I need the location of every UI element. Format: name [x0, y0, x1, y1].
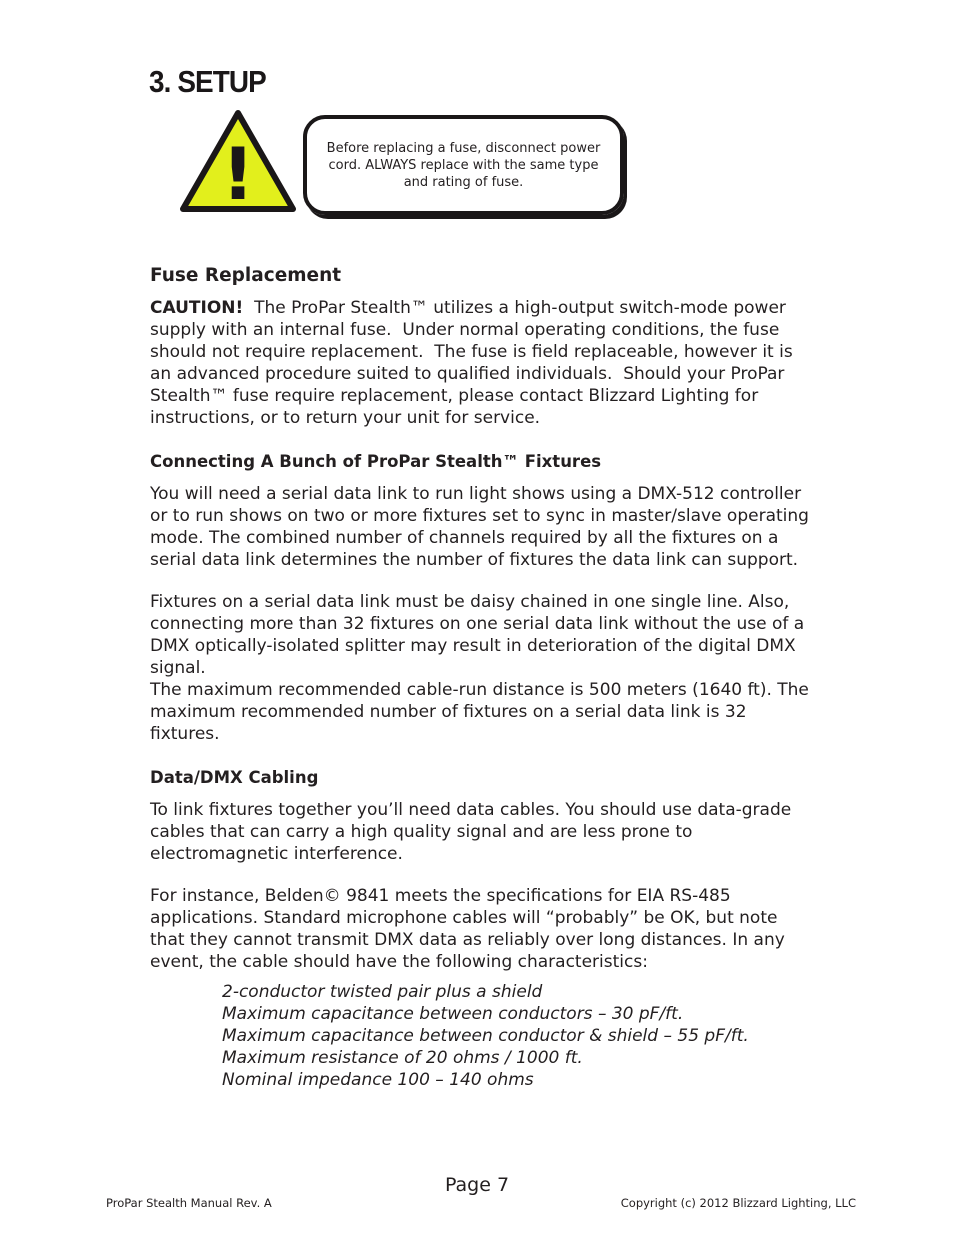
dmx-cabling-heading: Data/DMX Cabling	[150, 768, 319, 787]
caution-paragraph	[150, 297, 810, 429]
cabling-paragraph-2: For instance, Belden© 9841 meets the specifications for EIA RS-485 applications. Standard microphone cables will “probably” be OK, but note that they cannot transmit DMX data as reliably over long distances. In any event, the cable should have the following characteristics:	[150, 886, 785, 972]
page-title: 3. SETUP	[149, 64, 266, 99]
exclamation-mark: !	[221, 132, 255, 215]
caution-label: CAUTION!	[150, 298, 244, 318]
spec-item: 2-conductor twisted pair plus a shield	[222, 982, 543, 1002]
connecting-paragraph-3: The maximum recommended cable-run distance is 500 meters (1640 ft). The maximum recommended number of fixtures on a serial data link is 32 fixtures.	[150, 680, 809, 744]
connecting-paragraph-1: You will need a serial data link to run light shows using a DMX-512 controller or to run shows on two or more fixtures set to sync in master/slave operating mode. The combined number of channels required by all the fixtures on a serial data link determines the number of fixtures the data link can support.	[150, 484, 809, 570]
warning-triangle-icon	[179, 109, 297, 215]
main-content	[150, 264, 810, 1091]
spec-item: Maximum resistance of 20 ohms / 1000 ft.	[222, 1048, 583, 1068]
footer-copyright: Copyright (c) 2012 Blizzard Lighting, LLC	[620, 1196, 856, 1210]
page-number: Page 7	[444, 1174, 510, 1196]
spec-item: Maximum capacitance between conductor & shield – 55 pF/ft.	[222, 1026, 749, 1046]
fuse-warning-text: Before replacing a fuse, disconnect power cord. ALWAYS replace with the same type and rating of fuse.	[326, 140, 601, 190]
cabling-paragraph-1: To link fixtures together you’ll need data cables. You should use data-grade cables that can carry a high quality signal and are less prone to electromagnetic interference.	[150, 800, 792, 864]
connecting-paragraph-2: Fixtures on a serial data link must be daisy chained in one single line. Also, connecting more than 32 fixtures on one serial data link without the use of a DMX optically-isolated splitter may result in deterioration of the digital DMX signal.	[150, 592, 805, 678]
footer-manual-title: ProPar Stealth Manual Rev. A	[106, 1196, 272, 1210]
fuse-warning-box	[303, 115, 624, 215]
cable-spec-list	[222, 981, 810, 1091]
spec-item: Nominal impedance 100 – 140 ohms	[222, 1070, 534, 1090]
spec-item: Maximum capacitance between conductors – 30 pF/ft.	[222, 1004, 684, 1024]
connecting-fixtures-heading: Connecting A Bunch of ProPar Stealth™ Fixtures	[150, 452, 602, 471]
caution-text: The ProPar Stealth™ utilizes a high-output switch-mode power supply with an internal fuse. Under normal operating conditions, the fuse should not require replacement. The fuse is field replaceable, however it is an advanced procedure suited to qualified individuals. Should your ProPar Stealth™ fuse require replacement, please contact Blizzard Lighting for instructions, or to return your unit for service.	[150, 298, 799, 428]
fuse-replacement-heading: Fuse Replacement	[150, 265, 342, 286]
